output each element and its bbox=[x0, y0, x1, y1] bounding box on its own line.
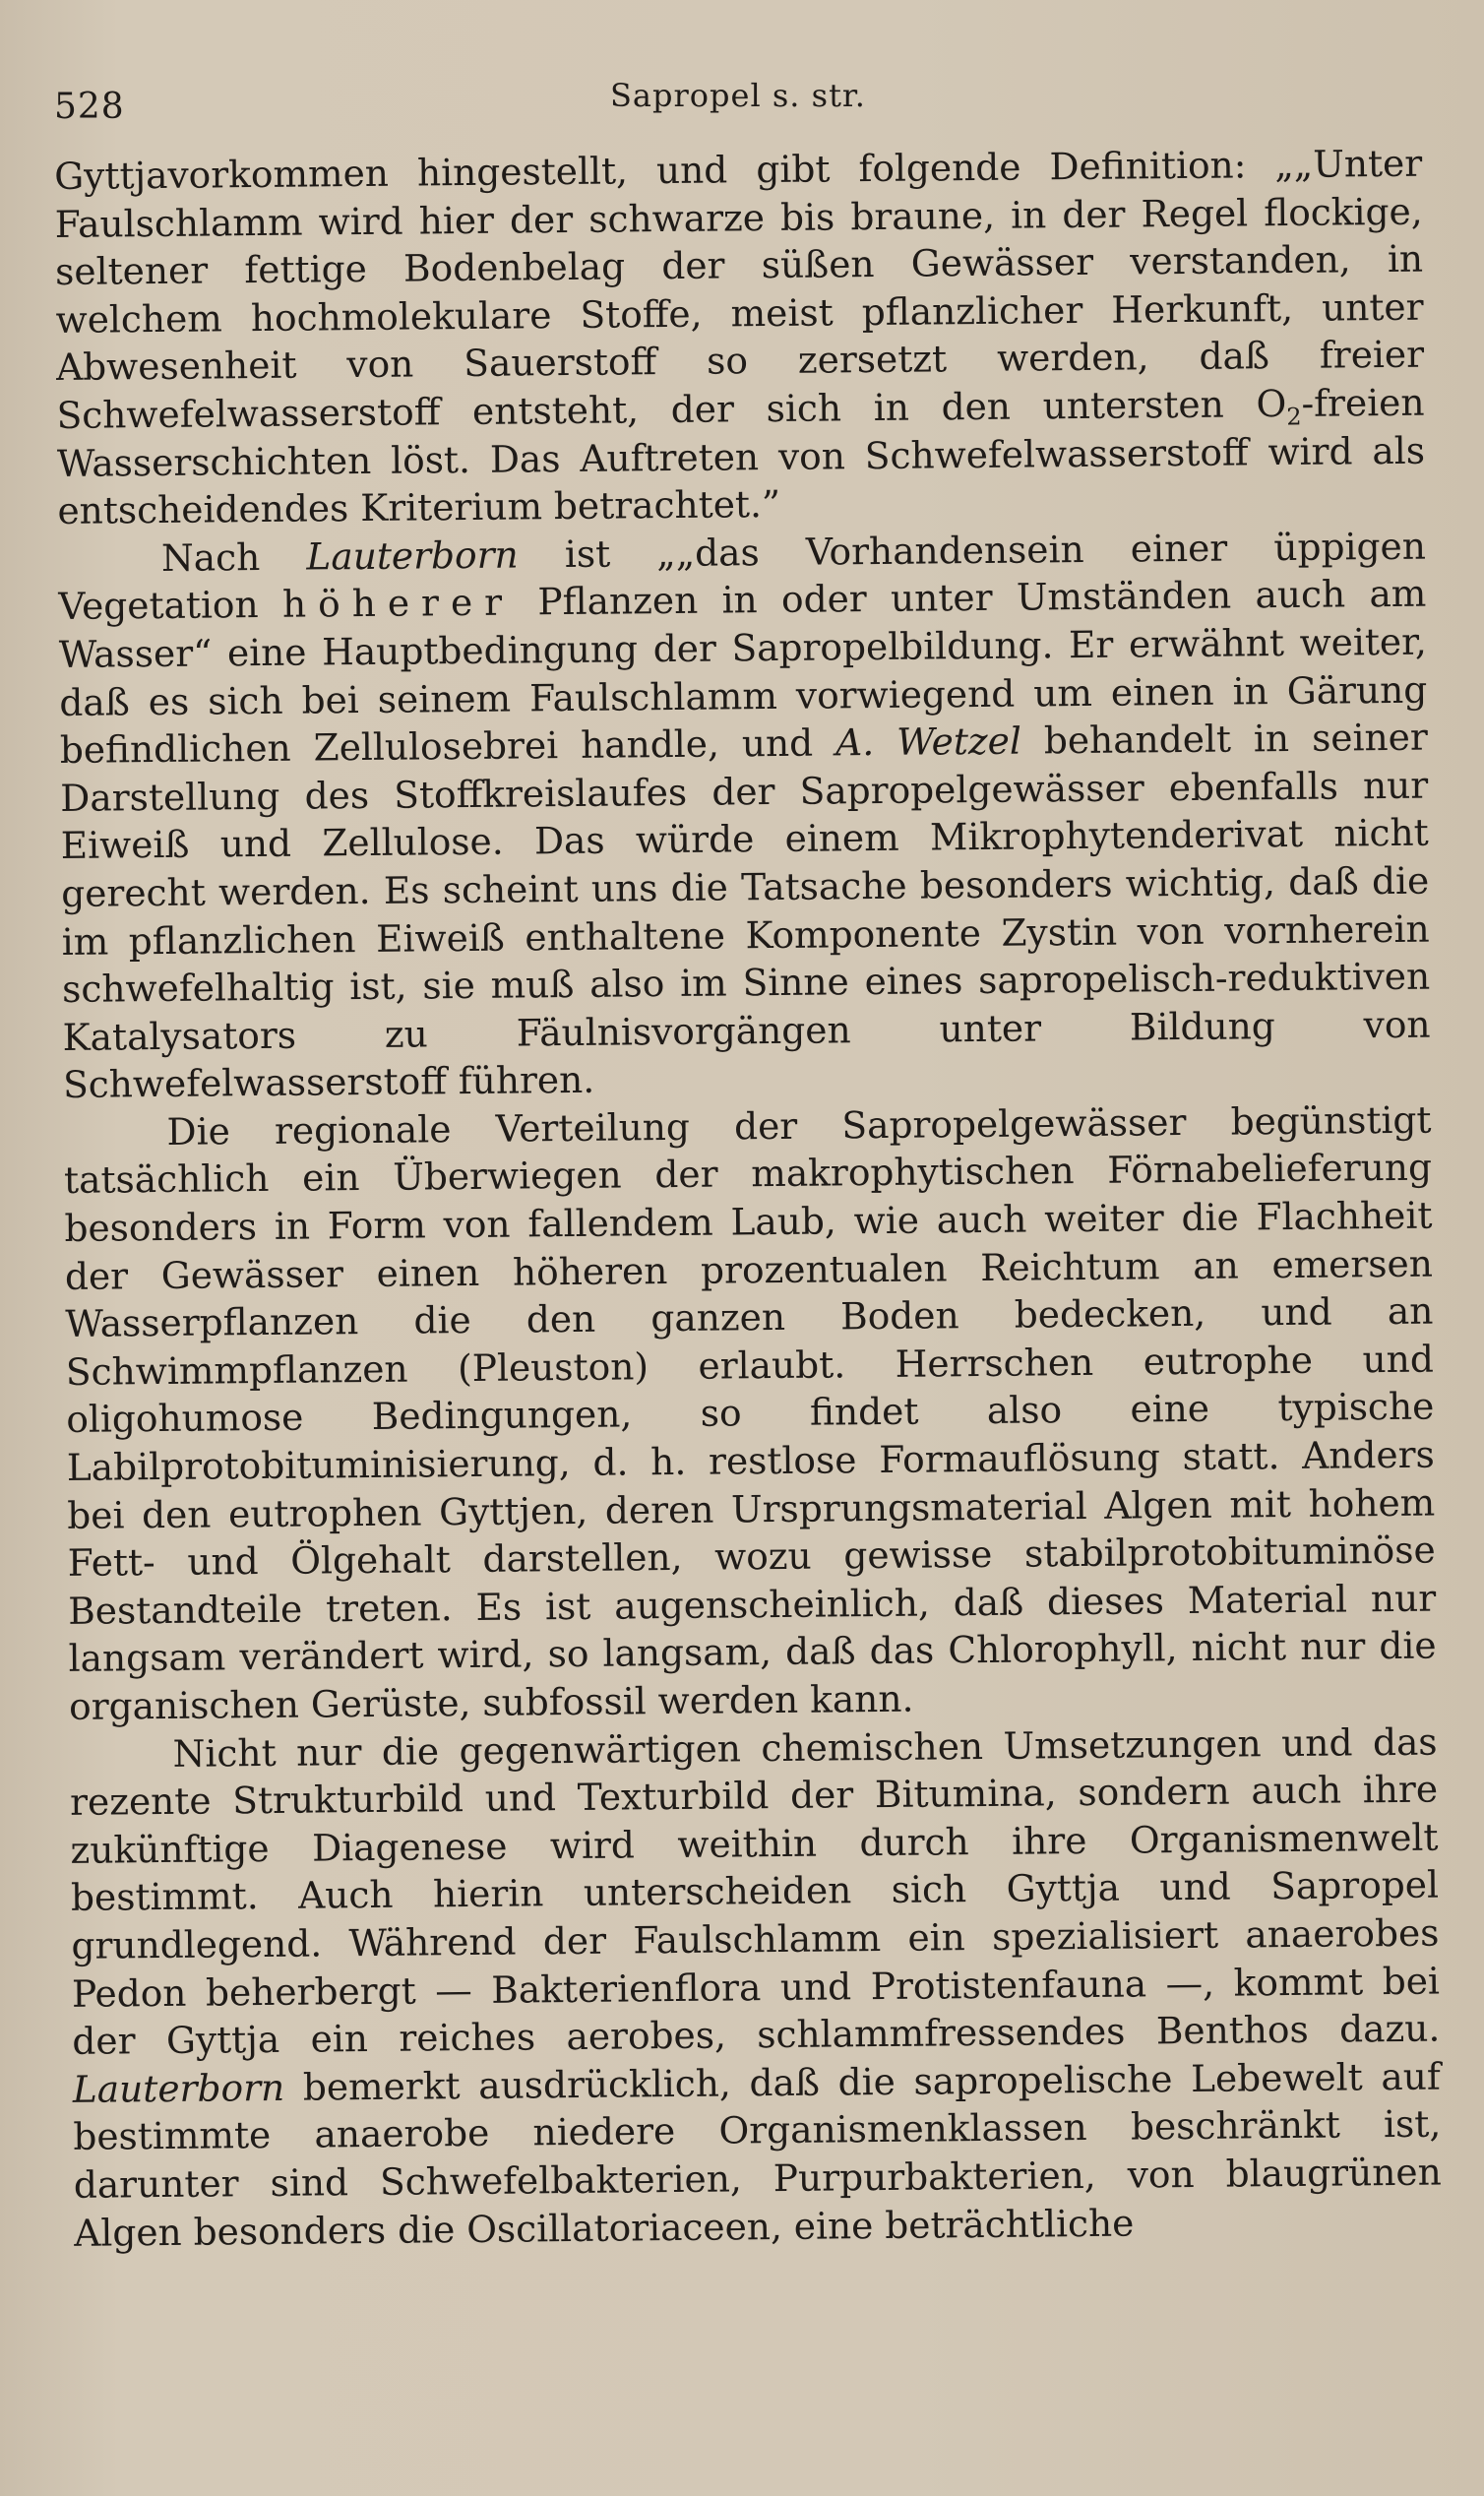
paragraph bbox=[63, 1095, 1437, 1730]
author-name: Lauterborn bbox=[306, 532, 519, 579]
text-segment: Nach bbox=[160, 534, 307, 580]
author-name: Lauterborn bbox=[72, 2065, 285, 2111]
author-name: A. Wetzel bbox=[835, 718, 1022, 765]
body-text bbox=[54, 140, 1442, 2257]
text-segment: ist „„das Vorhandensein einer üppigen Vegetation bbox=[58, 524, 1427, 629]
running-title: Sapropel s. str. bbox=[610, 77, 866, 114]
text-segment: Nicht nur die gegenwärtigen chemischen Umsetzungen und das rezente Strukturbild und Texturbild der Bitumina, sondern auch ihre zukünftige Diagenese wird weithin durch ihre Organismenwelt bestimmt. Auch hierin unterscheiden sich Gyttja und Sapropel grundlegend. Während der Faulschlamm ein spezialisiert anaerobes Pedon beherbergt — Bakterienflora und Protistenfauna —, kommt bei der Gyttja ein reiches aerobes, schlammfressendes Benthos dazu. bbox=[69, 1719, 1441, 2064]
text-segment: -freien Wasserschichten löst. Das Auftreten von Schwefelwasserstoff wird als entscheidendes Kriterium betrachtet.” bbox=[56, 380, 1426, 533]
page-number: 528 bbox=[54, 87, 125, 127]
text-segment: Die regionale Verteilung der Sapropelgewässer begünstigt tatsächlich ein Überwiegen der makrophytischen Förnabelieferung besonders in Form von fallendem Laub, wie auch weiter die Flachheit der Gewässer einen höheren prozentualen Reichtum an emersen Wasserpflanzen die den ganzen Boden bedecken, und an Schwimmpflanzen (Pleuston) erlaubt. Herrschen eutrophe und oligohumose Bedingungen, so findet also eine typische Labilprotobituminisierung, d. h. restlose Formauflösung statt. Anders bei den eutrophen Gyttjen, deren Ursprungsmaterial Algen mit hohem Fett- und Ölgehalt darstellen, wozu gewisse stabilprotobituminöse Bestandteile treten. Es ist augenscheinlich, daß dieses Material nur langsam verändert wird, so langsam, daß das Chlorophyll, nicht nur die organischen Gerüste, subfossil werden kann. bbox=[63, 1097, 1437, 1728]
text-segment: bemerkt ausdrücklich, daß die sapropelische Lebewelt auf bestimmte anaerobe niedere Organismenklassen beschränkt ist, darunter sind Schwefelbakterien, Purpurbakterien, von blaugrünen Algen besonders die Oscillatoriaceen, eine beträchtliche bbox=[73, 2054, 1442, 2255]
text-segment: behandelt in seiner Darstellung des Stoffkreislaufes der Sapropelgewässer ebenfalls nur Eiweiß und Zellulose. Das würde einem Mikrophytenderivat nicht gerecht werden. Es scheint uns die Tatsache besonders wichtig, daß die im pflanzlichen Eiweiß enthaltene Komponente Zystin von vornherein schwefelhaltig ist, sie muß also im Sinne eines sapropelisch-reduktiven Katalysators zu Fäulnisvorgängen unter Bildung von Schwefelwasserstoff führen. bbox=[60, 715, 1431, 1107]
text-segment: Pflanzen in oder unter Umständen auch am Wasser“ eine Hauptbedingung der Sapropelbildung. Er erwähnt weiter, daß es sich bei seinem Faulschlamm vorwiegend um einen in Gärung befindlichen Zellulosebrei handle, und bbox=[58, 571, 1428, 773]
paragraph bbox=[69, 1717, 1442, 2257]
page-header bbox=[54, 77, 1432, 136]
paragraph bbox=[58, 522, 1432, 1108]
paragraph bbox=[54, 140, 1426, 535]
text-segment: Gyttjavorkommen hingestellt, und gibt folgende Definition: „„Unter Faulschlamm wird hier der schwarze bis braune, in der Regel flockige, seltener fettige Bodenbelag der süßen Gewässer verstanden, in welchem hochmolekulare Stoffe, meist pflanzlicher Herkunft, unter Abwesenheit von Sauerstoff so zersetzt werden, daß freier Schwefelwasserstoff entsteht, der sich in den untersten O bbox=[54, 141, 1425, 437]
emphasized-word: höherer bbox=[281, 580, 515, 627]
subscript: 2 bbox=[1286, 403, 1302, 431]
